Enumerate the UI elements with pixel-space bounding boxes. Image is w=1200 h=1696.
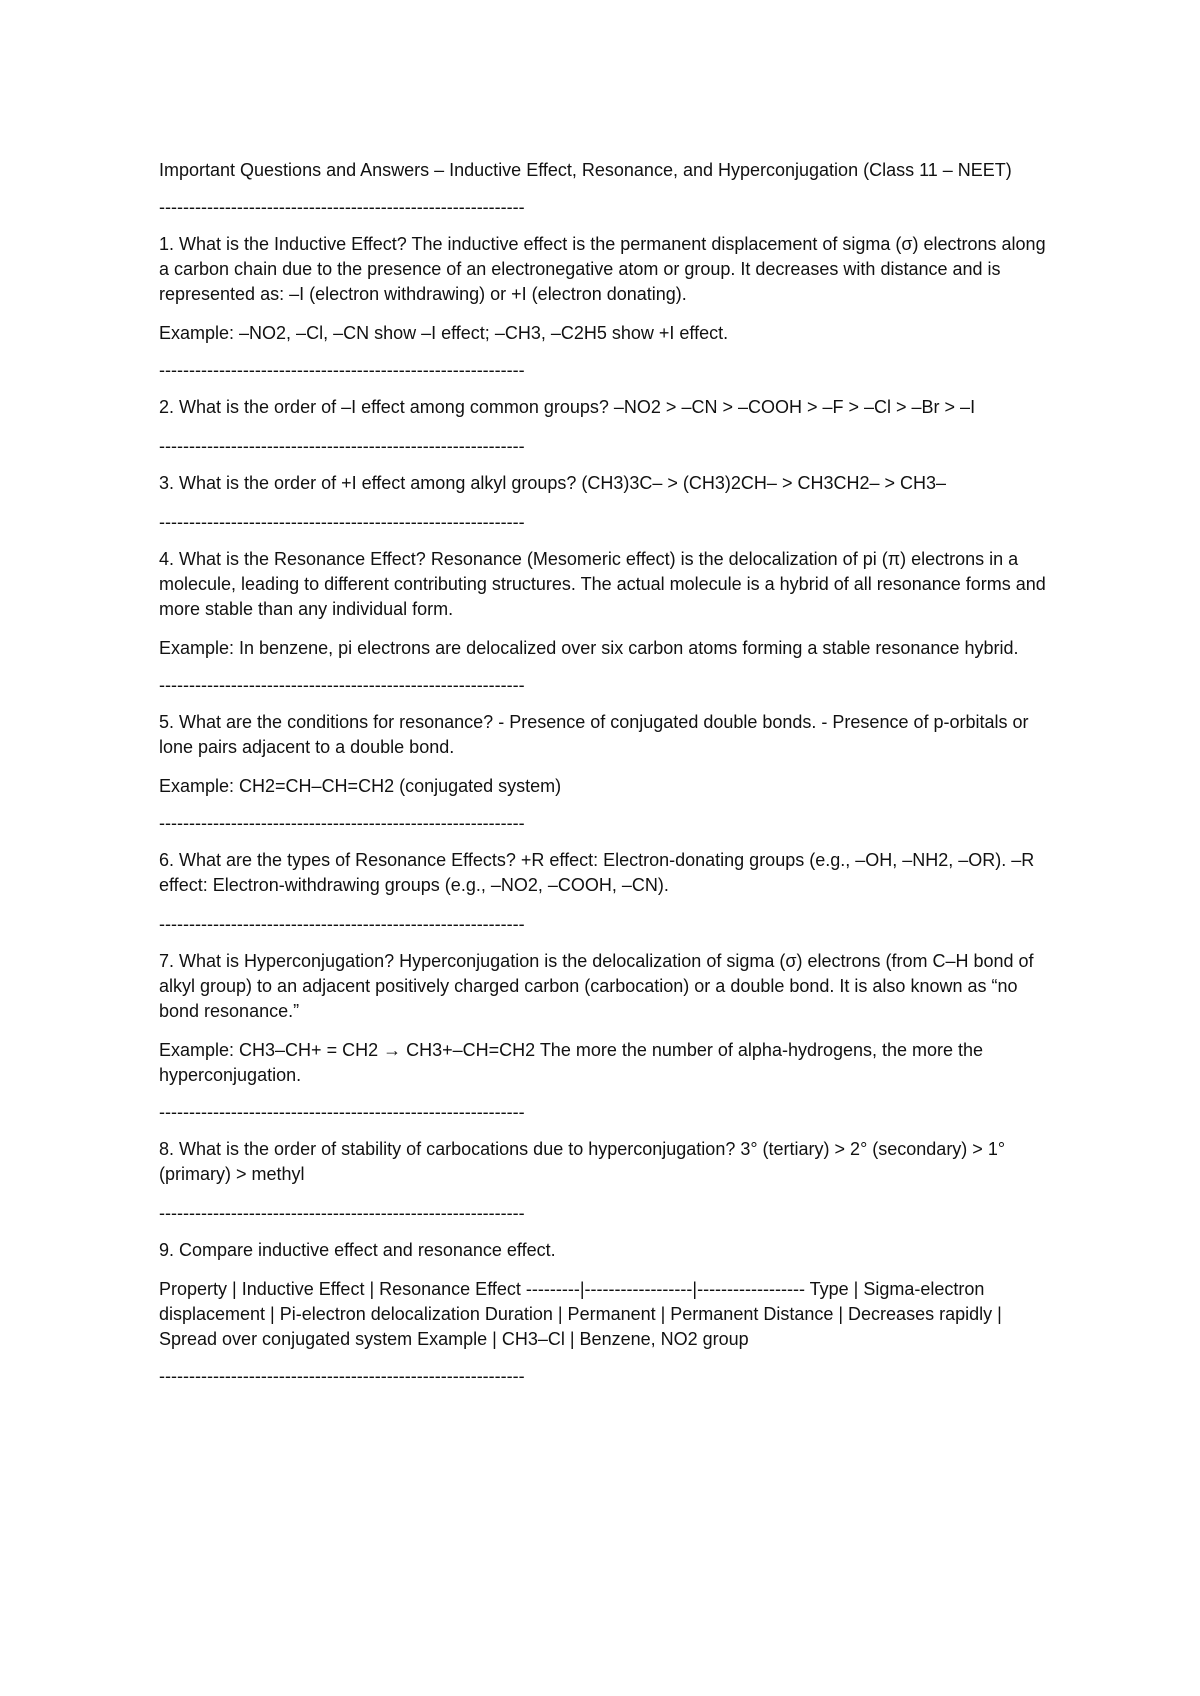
separator: ------------------------------------------------------------- — [159, 675, 525, 695]
question-1-text: 1. What is the Inductive Effect? The inductive effect is the permanent displacement of sigma (σ) electrons along a carbon chain due to the presence of an electronegative atom or group. It decreases with distance and is represented as: –I (electron withdrawing) or +I (electron donating). — [159, 234, 1046, 304]
separator: ------------------------------------------------------------- — [159, 914, 525, 934]
separator: ------------------------------------------------------------- — [159, 436, 525, 456]
question-6-text: 6. What are the types of Resonance Effects? +R effect: Electron-donating groups (e.g., –OH, –NH2, –OR). –R effect: Electron-withdrawing groups (e.g., –NO2, –COOH, –CN). — [159, 850, 1035, 895]
question-5-text: 5. What are the conditions for resonance? - Presence of conjugated double bonds. - Presence of p-orbitals or lone pairs adjacent to a double bond. — [159, 712, 1029, 757]
separator: ------------------------------------------------------------- — [159, 360, 525, 380]
separator: ------------------------------------------------------------- — [159, 1366, 525, 1386]
comparison-table-text: Property | Inductive Effect | Resonance Effect ---------|------------------|------------------ Type | Sigma-electron displacement | Pi-electron delocalization Duration | Permanent | Permanent Distance | Decreases rapidly | Spread over conjugated system Example | CH3–Cl | Benzene, NO2 group — [159, 1279, 1002, 1349]
question-5-example: Example: CH2=CH–CH=CH2 (conjugated system) — [159, 776, 562, 796]
separator: ------------------------------------------------------------- — [159, 1203, 525, 1223]
separator: ------------------------------------------------------------- — [159, 197, 525, 217]
separator: ------------------------------------------------------------- — [159, 813, 525, 833]
question-7-text: 7. What is Hyperconjugation? Hyperconjugation is the delocalization of sigma (σ) electrons (from C–H bond of alkyl group) to an adjacent positively charged carbon (carbocation) or a double bond. It is also known as “no bond resonance.” — [159, 951, 1034, 1021]
document-title: Important Questions and Answers – Inductive Effect, Resonance, and Hyperconjugation (Class 11 – NEET) — [159, 160, 1012, 180]
question-7-example: Example: CH3–CH+ = CH2 → CH3+–CH=CH2 The more the number of alpha-hydrogens, the more the hyperconjugation. — [159, 1040, 984, 1085]
document-page — [159, 158, 1049, 1401]
separator: ------------------------------------------------------------- — [159, 1102, 525, 1122]
question-9-text: 9. Compare inductive effect and resonance effect. — [159, 1240, 556, 1260]
question-3-text: 3. What is the order of +I effect among alkyl groups? (CH3)3C– > (CH3)2CH– > CH3CH2– > CH3– — [159, 473, 947, 493]
separator: ------------------------------------------------------------- — [159, 512, 525, 532]
question-2-text: 2. What is the order of –I effect among common groups? –NO2 > –CN > –COOH > –F > –Cl > –Br > –I — [159, 397, 976, 417]
question-8-text: 8. What is the order of stability of carbocations due to hyperconjugation? 3° (tertiary) > 2° (secondary) > 1° (primary) > methyl — [159, 1139, 1006, 1184]
question-1-example: Example: –NO2, –Cl, –CN show –I effect; –CH3, –C2H5 show +I effect. — [159, 323, 729, 343]
question-4-example: Example: In benzene, pi electrons are delocalized over six carbon atoms forming a stable resonance hybrid. — [159, 638, 1019, 658]
question-4-text: 4. What is the Resonance Effect? Resonance (Mesomeric effect) is the delocalization of pi (π) electrons in a molecule, leading to different contributing structures. The actual molecule is a hybrid of all resonance forms and more stable than any individual form. — [159, 549, 1046, 619]
